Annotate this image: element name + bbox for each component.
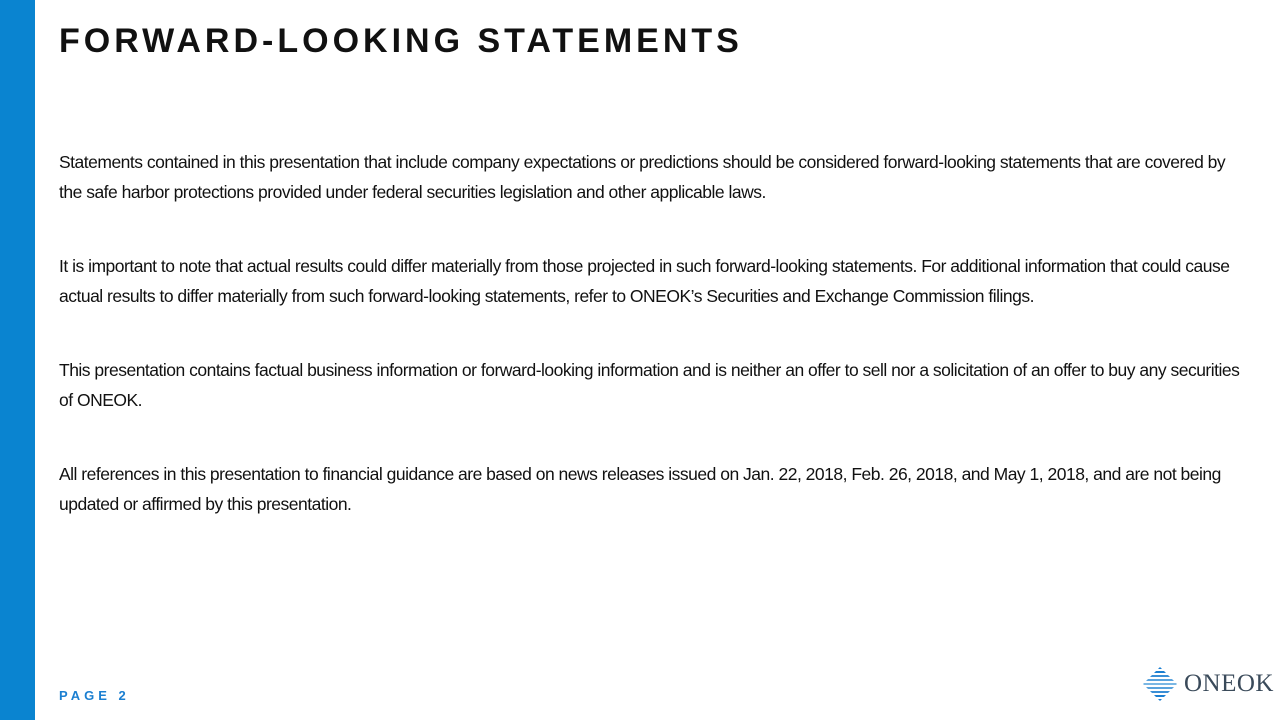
page-word: PAGE <box>59 688 111 703</box>
paragraph-results-differ: It is important to note that actual results could differ materially from those projected in such forward-looking statements. For additional information that could cause actual results to differ materially from such forward-looking statements, refer to ONEOK’s Securities and Exchange Commission filings. <box>59 256 1230 306</box>
paragraph-not-an-offer: This presentation contains factual business information or forward-looking information and is neither an offer to sell nor a solicitation of an offer to buy any securities of ONEOK. <box>59 360 1240 410</box>
logo-wordmark: ONEOK <box>1184 670 1274 697</box>
slide-title: FORWARD-LOOKING STATEMENTS <box>59 22 743 60</box>
oneok-logo <box>1142 664 1274 704</box>
statement-body <box>59 147 1249 563</box>
page-indicator <box>59 688 130 703</box>
left-accent-bar <box>0 0 35 720</box>
paragraph-safe-harbor: Statements contained in this presentation that include company expectations or predictions should be considered forward-looking statements that are covered by the safe harbor protections provided under federal securities legislation and other applicable laws. <box>59 152 1226 202</box>
paragraph-guidance-references: All references in this presentation to financial guidance are based on news releases issued on Jan. 22, 2018, Feb. 26, 2018, and May 1, 2018, and are not being updated or affirmed by this presentation. <box>59 464 1221 514</box>
page-number: 2 <box>118 688 130 703</box>
diamond-stripes-icon <box>1142 666 1178 702</box>
